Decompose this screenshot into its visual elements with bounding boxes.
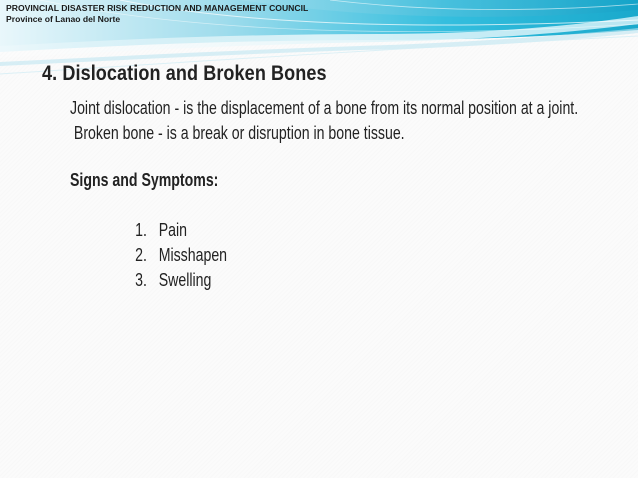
list-item-number: 3. [135, 270, 147, 290]
list-item [135, 218, 580, 243]
list-item [135, 243, 580, 268]
council-name: PROVINCIAL DISASTER RISK REDUCTION AND MANAGEMENT COUNCIL [6, 3, 309, 13]
list-item-text: Pain [158, 220, 187, 240]
slide-body [70, 96, 580, 293]
list-item-text: Misshapen [158, 245, 228, 265]
organization-header [6, 3, 308, 25]
list-item-number: 1. [135, 220, 147, 240]
slide-title: 4. Dislocation and Broken Bones [42, 62, 327, 85]
signs-symptoms-heading: Signs and Symptoms: [70, 170, 219, 190]
list-item [135, 268, 580, 293]
broken-bone-definition: Broken bone - is a break or disruption in bone tissue. [73, 123, 405, 143]
province-name: Province of Lanao del Norte [6, 14, 121, 24]
dislocation-definition: Joint dislocation - is the displacement of a bone from its normal position at a joint. [70, 98, 579, 118]
list-item-number: 2. [135, 245, 147, 265]
list-item-text: Swelling [158, 270, 212, 290]
symptom-list [70, 218, 580, 293]
